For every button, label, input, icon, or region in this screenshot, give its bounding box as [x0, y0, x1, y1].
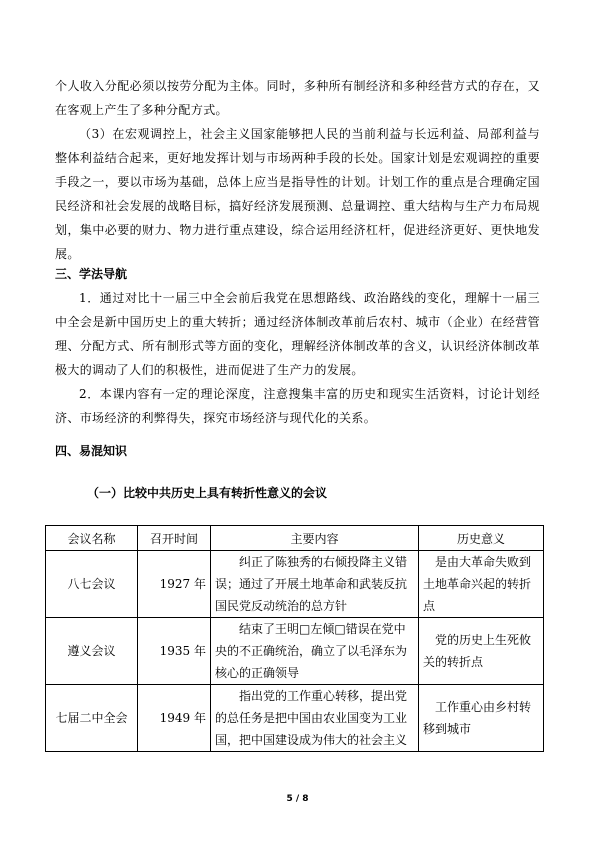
- meetings-comparison-table: [45, 525, 544, 752]
- page-number: 5 / 8: [286, 794, 309, 804]
- section-heading-study-guide: 三、学法导航: [55, 267, 128, 281]
- meeting-time-cell: 1949 年: [138, 685, 211, 752]
- header-meeting-time: 召开时间: [138, 526, 211, 551]
- meeting-name-cell: 遵义会议: [46, 618, 138, 685]
- table-row: [46, 685, 544, 752]
- meeting-significance-cell: 工作重心由乡村转移到城市: [419, 685, 544, 752]
- study-guide-item-2: 2．本课内容有一定的理论深度，注意搜集丰富的历史和现实生活资料，讨论计划经济、市场经济的利弊得失，探究市场经济与现代化的关系。: [55, 387, 540, 425]
- meeting-content-cell: 指出党的工作重心转移，提出党的总任务是把中国由农业国变为工业国，把中国建设成为伟大的社会主义: [211, 685, 419, 752]
- meeting-significance-cell: 党的历史上生死攸关的转折点: [419, 618, 544, 685]
- table-caption: （一）比较中共历史上具有转折性意义的会议: [87, 486, 328, 500]
- study-guide-item-1: 1．通过对比十一届三中全会前后我党在思想路线、政治路线的变化，理解十一届三中全会是新中国历史上的重大转折；通过经济体制改革前后农村、城市（企业）在经营管理、分配方式、所有制形式等方面的变化，理解经济体制改革的含义，认识经济体制改革极大的调动了人们的积极性，进而促进了生产力的发展。: [55, 291, 540, 377]
- section-heading-confusable-knowledge: 四、易混知识: [55, 444, 128, 458]
- table-row: [46, 618, 544, 685]
- header-historical-significance: 历史意义: [419, 526, 544, 551]
- meeting-name-cell: 七届二中全会: [46, 685, 138, 752]
- table-header-row: [46, 526, 544, 551]
- header-main-content: 主要内容: [211, 526, 419, 551]
- meeting-significance-cell: 是由大革命失败到土地革命兴起的转折点: [419, 551, 544, 618]
- meeting-content-cell: 纠正了陈独秀的右倾投降主义错误；通过了开展土地革命和武装反抗国民党反动统治的总方针: [211, 551, 419, 618]
- meeting-content-cell: 结束了王明□左倾□错误在党中央的不正确统治，确立了以毛泽东为核心的正确领导: [211, 618, 419, 685]
- header-meeting-name: 会议名称: [46, 526, 138, 551]
- meeting-time-cell: 1927 年: [138, 551, 211, 618]
- meeting-name-cell: 八七会议: [46, 551, 138, 618]
- table-row: [46, 551, 544, 618]
- paragraph-macro-control: （3）在宏观调控上，社会主义国家能够把人民的当前利益与长远利益、局部利益与整体利益结合起来，更好地发挥计划与市场两种手段的长处。国家计划是宏观调控的重要手段之一，要以市场为基础，总体上应当是指导性的计划。计划工作的重点是合理确定国民经济和社会发展的战略目标，搞好经济发展预测、总量调控、重大结构与生产力布局规划，集中必要的财力、物力进行重点建设，综合运用经济杠杆，促进经济更好、更快地发展。: [55, 127, 540, 261]
- paragraph-distribution: 个人收入分配必须以按劳分配为主体。同时，多种所有制经济和多种经营方式的存在，又在客观上产生了多种分配方式。: [55, 79, 540, 117]
- meeting-time-cell: 1935 年: [138, 618, 211, 685]
